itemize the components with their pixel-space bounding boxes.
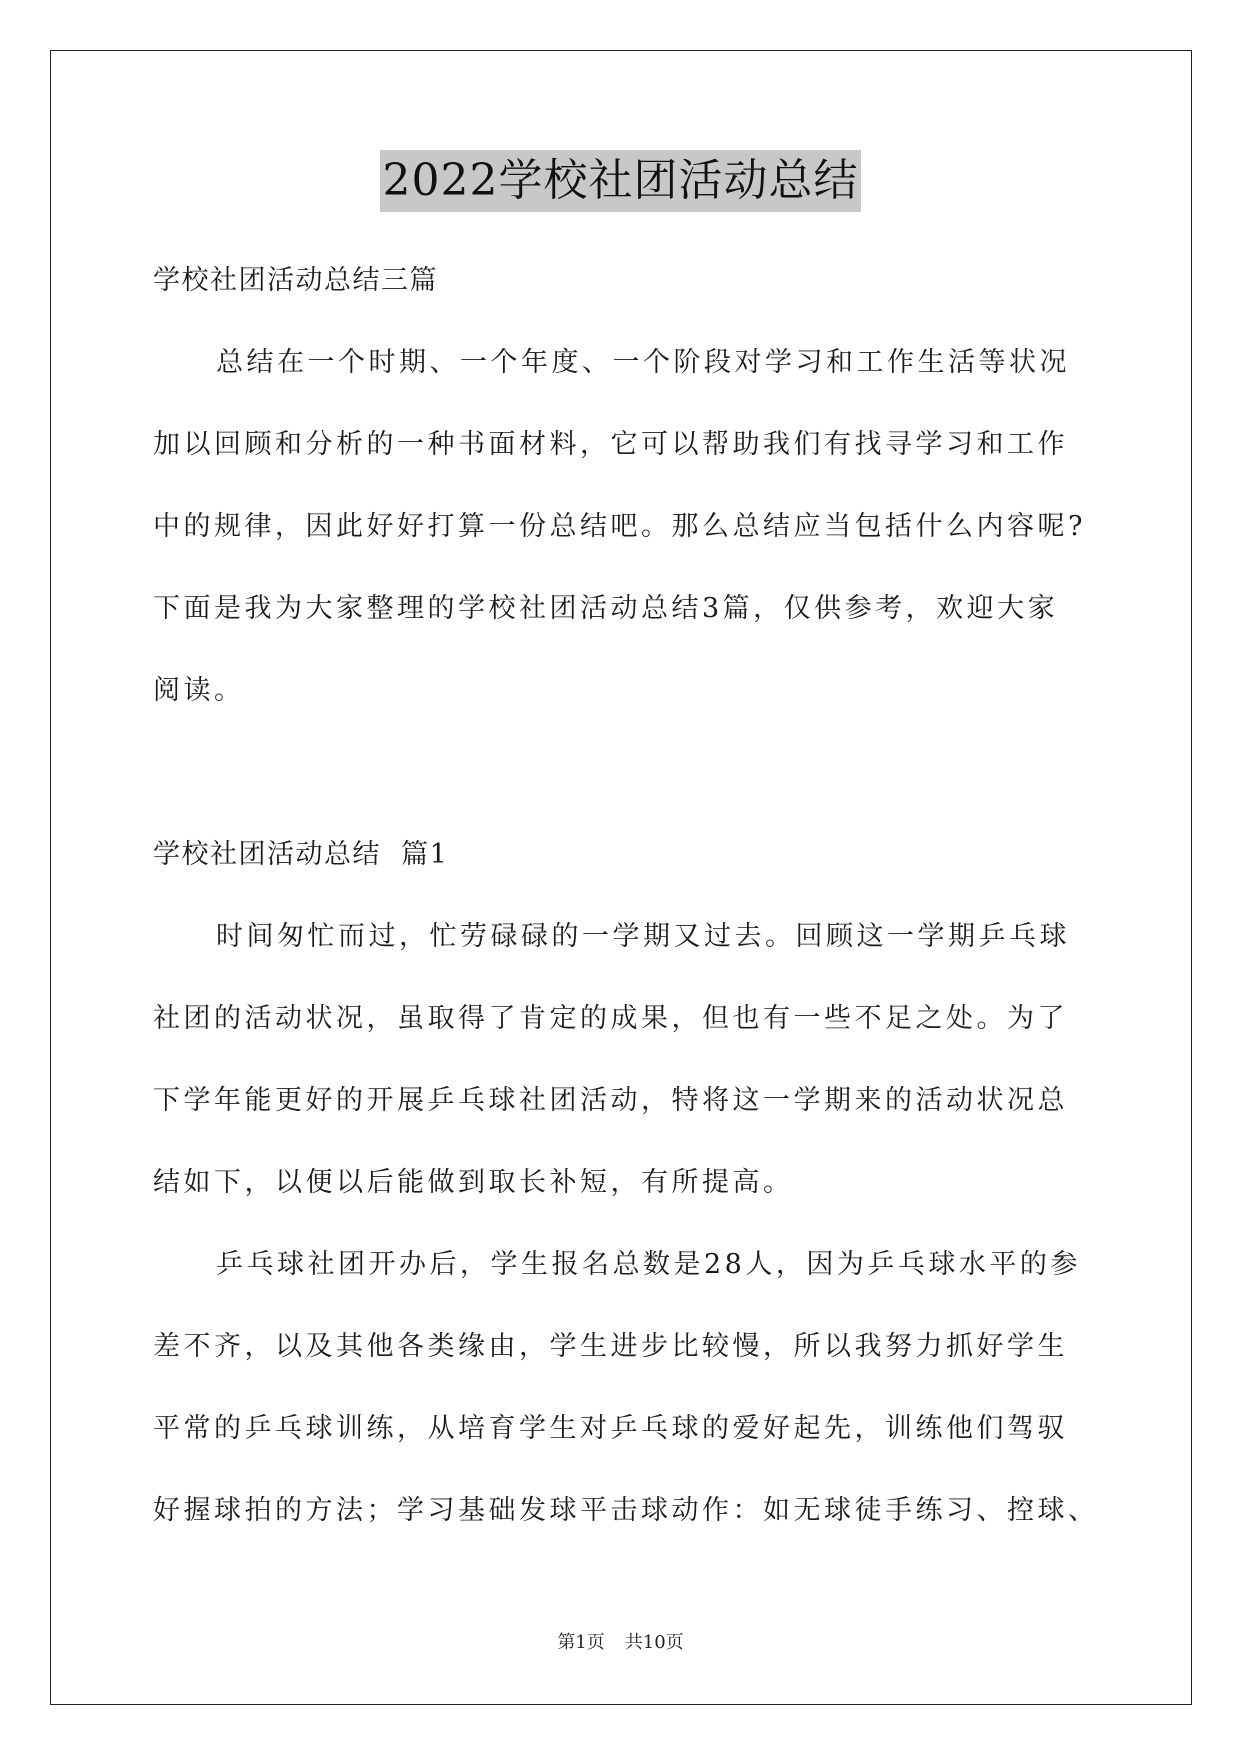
- page-number: 第1页: [557, 1632, 605, 1653]
- title-container: [0, 150, 1241, 212]
- paragraph-line: 时间匆忙而过，忙劳碌碌的一学期又过去。回顾这一学期乒乓球: [216, 921, 1070, 952]
- paragraph-line: 好握球拍的方法；学习基础发球平击球动作：如无球徒手练习、控球、: [153, 1495, 1099, 1526]
- intro-line: 加以回顾和分析的一种书面材料，它可以帮助我们有找寻学习和工作: [153, 429, 1068, 460]
- document-body: [153, 240, 1099, 1552]
- subtitle: 学校社团活动总结三篇: [153, 265, 438, 296]
- spacer: [153, 732, 1093, 814]
- intro-line: 阅读。: [153, 675, 245, 706]
- paragraph-line: 平常的乒乓球训练，从培育学生对乒乓球的爱好起先，训练他们驾驭: [153, 1413, 1068, 1444]
- paragraph-line: 乒乓球社团开办后，学生报名总数是28人，因为乒乓球水平的参: [216, 1249, 1081, 1280]
- intro-line: 总结在一个时期、一个年度、一个阶段对学习和工作生活等状况: [216, 347, 1070, 378]
- paragraph-line: 下学年能更好的开展乒乓球社团活动，特将这一学期来的活动状况总: [153, 1085, 1068, 1116]
- intro-line: 中的规律，因此好好打算一份总结吧。那么总结应当包括什么内容呢?: [153, 511, 1086, 542]
- paragraph-line: 差不齐，以及其他各类缘由，学生进步比较慢，所以我努力抓好学生: [153, 1331, 1068, 1362]
- section-heading: 学校社团活动总结 篇1: [153, 839, 449, 870]
- paragraph-line: 结如下，以便以后能做到取长补短，有所提高。: [153, 1167, 794, 1198]
- paragraph-line: 社团的活动状况，虽取得了肯定的成果，但也有一些不足之处。为了: [153, 1003, 1068, 1034]
- page-footer: [0, 1628, 1241, 1654]
- document-title: 2022学校社团活动总结: [380, 150, 862, 212]
- page-total: 共10页: [624, 1632, 684, 1653]
- intro-line: 下面是我为大家整理的学校社团活动总结3篇，仅供参考，欢迎大家: [153, 593, 1059, 624]
